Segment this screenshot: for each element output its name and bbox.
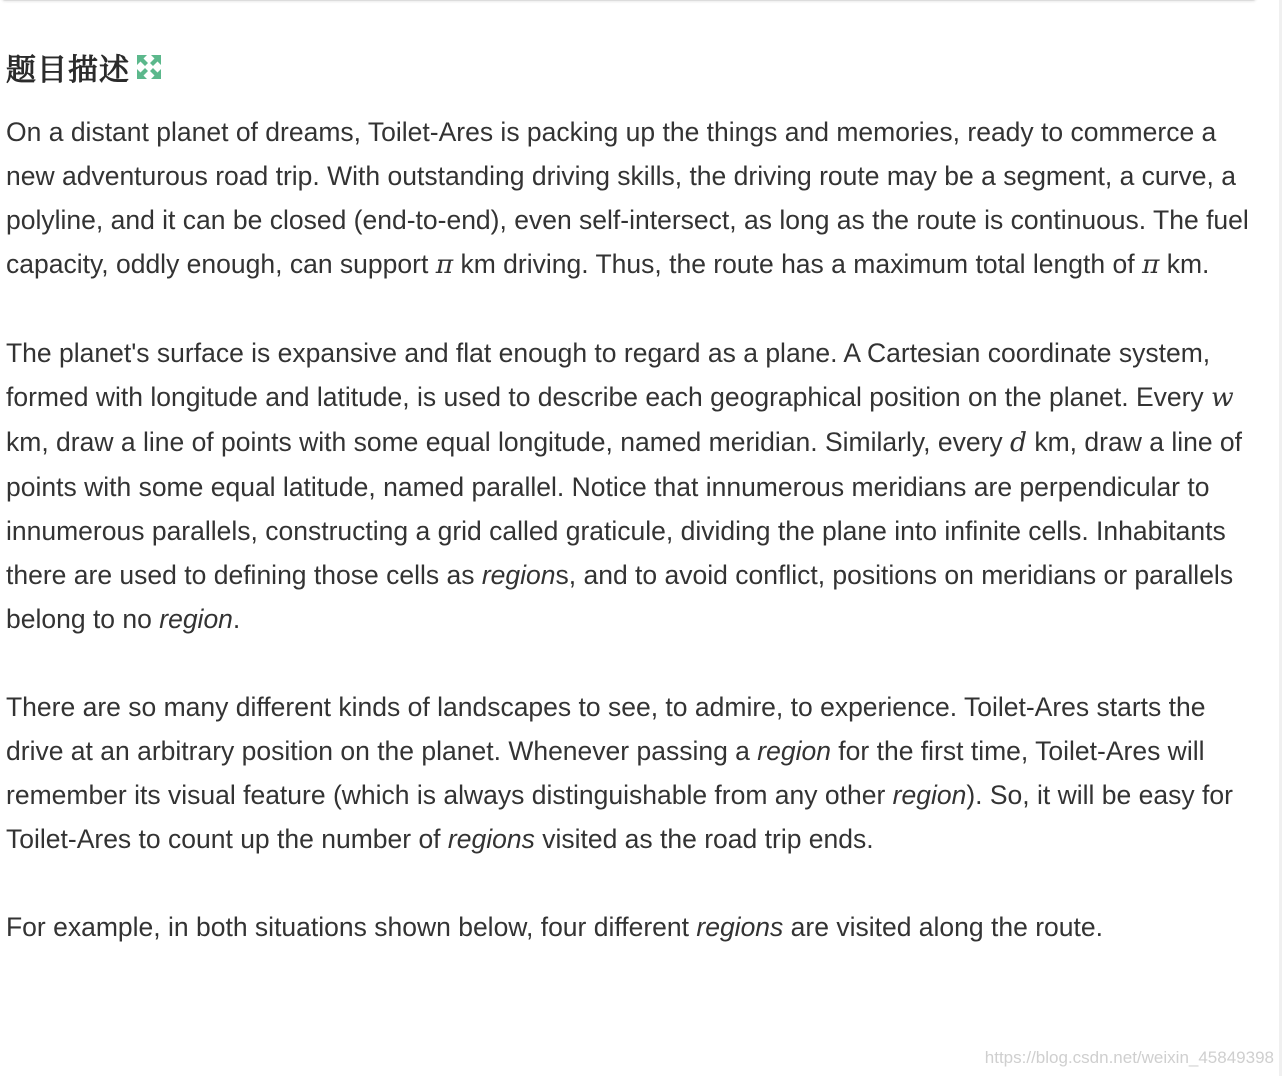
pi-symbol: π (1141, 249, 1160, 280)
watermark-url: https://blog.csdn.net/weixin_45849398 (984, 1048, 1274, 1067)
emphasis-region: region (757, 736, 831, 766)
pi-symbol: π (435, 249, 454, 280)
paragraph-1: On a distant planet of dreams, Toilet-Ares is packing up the things and memories, ready to commerce a new adventurous road trip. With outstanding driving skills, the driving route may be a segment, a curve, a polyline, and it can be closed (end-to-end), even self-intersect, as long as the route is continuous. The fuel capacity, oddly enough, can support π km driving. Thus, the route has a maximum total length of π km. (6, 117, 1249, 280)
emphasis-regions: regions (696, 912, 784, 942)
section-heading (6, 44, 162, 90)
expand-arrows-icon[interactable] (136, 54, 162, 80)
emphasis-regions: regions (447, 824, 535, 854)
problem-description (6, 110, 1256, 993)
paragraph-2: The planet's surface is expansive and flat enough to regard as a plane. A Cartesian coordinate system, formed with longitude and latitude, is used to describe each geographical position on the planet. Every w km, draw a line of points with some equal longitude, named meridian. Similarly, every d km, draw a line of points with some equal latitude, named parallel. Notice that innumerous meridians are perpendicular to innumerous parallels, constructing a grid called graticule, dividing the plane into infinite cells. Inhabitants there are used to defining those cells as regions, and to avoid conflict, positions on meridians or parallels belong to no region. (6, 338, 1243, 634)
variable-d: d (1010, 427, 1027, 458)
paragraph-4: For example, in both situations shown below, four different regions are visited along the route. (6, 912, 1103, 942)
emphasis-region: region (159, 604, 233, 634)
section-title: 题目描述 (6, 53, 130, 88)
variable-w: w (1211, 382, 1234, 413)
paragraph-3: There are so many different kinds of landscapes to see, to admire, to experience. Toilet-Ares starts the drive at an arbitrary position on the planet. Whenever passing a region for the first time, Toilet-Ares will remember its visual feature (which is always distinguishable from any other region). So, it will be easy for Toilet-Ares to count up the number of regions visited as the road trip ends. (6, 692, 1233, 854)
top-panel-edge (0, 0, 1258, 1)
emphasis-region: region (481, 560, 556, 590)
emphasis-region: region (892, 780, 967, 810)
